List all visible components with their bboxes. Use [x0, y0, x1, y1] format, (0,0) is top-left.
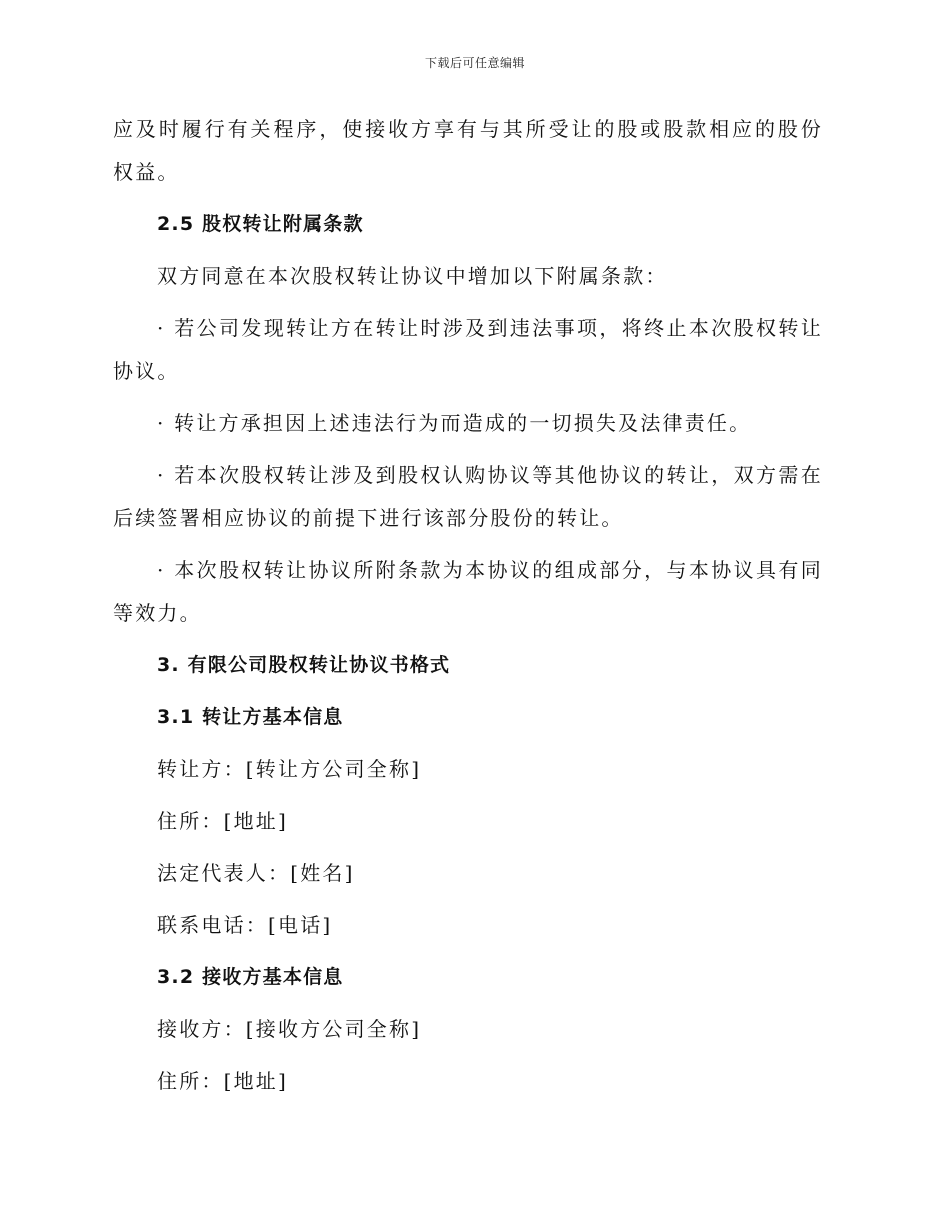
- bullet-item-effect: · 本次股权转让协议所附条款为本协议的组成部分，与本协议具有同等效力。: [113, 558, 823, 625]
- section-heading-3: 3. 有限公司股权转让协议书格式: [157, 654, 451, 676]
- section-heading-3-2: 3.2 接收方基本信息: [157, 966, 344, 988]
- paragraph-intro: 双方同意在本次股权转让协议中增加以下附属条款：: [157, 264, 668, 288]
- bullet-item-liability: · 转让方承担因上述违法行为而造成的一切损失及法律责任。: [157, 411, 752, 435]
- field-transferor: 转让方：[转让方公司全称]: [157, 757, 422, 781]
- section-heading-2-5: 2.5 股权转让附属条款: [157, 213, 364, 235]
- field-transferee-address: 住所：[地址]: [157, 1069, 289, 1093]
- bullet-item-other-agreements: · 若本次股权转让涉及到股权认购协议等其他协议的转让，双方需在后续签署相应协议的前提下进行该部分股份的转让。: [113, 463, 823, 530]
- field-transferor-address: 住所：[地址]: [157, 809, 289, 833]
- document-body: [113, 108, 823, 1112]
- field-legal-representative: 法定代表人：[姓名]: [157, 861, 355, 885]
- paragraph-continuation: 应及时履行有关程序，使接收方享有与其所受让的股或股款相应的股份权益。: [113, 117, 823, 184]
- section-heading-3-1: 3.1 转让方基本信息: [157, 706, 344, 728]
- field-transferee: 接收方：[接收方公司全称]: [157, 1017, 422, 1041]
- bullet-item-terminate: · 若公司发现转让方在转让时涉及到违法事项，将终止本次股权转让协议。: [113, 316, 823, 383]
- field-phone: 联系电话：[电话]: [157, 913, 333, 937]
- page-header: 下载后可任意编辑: [424, 56, 525, 70]
